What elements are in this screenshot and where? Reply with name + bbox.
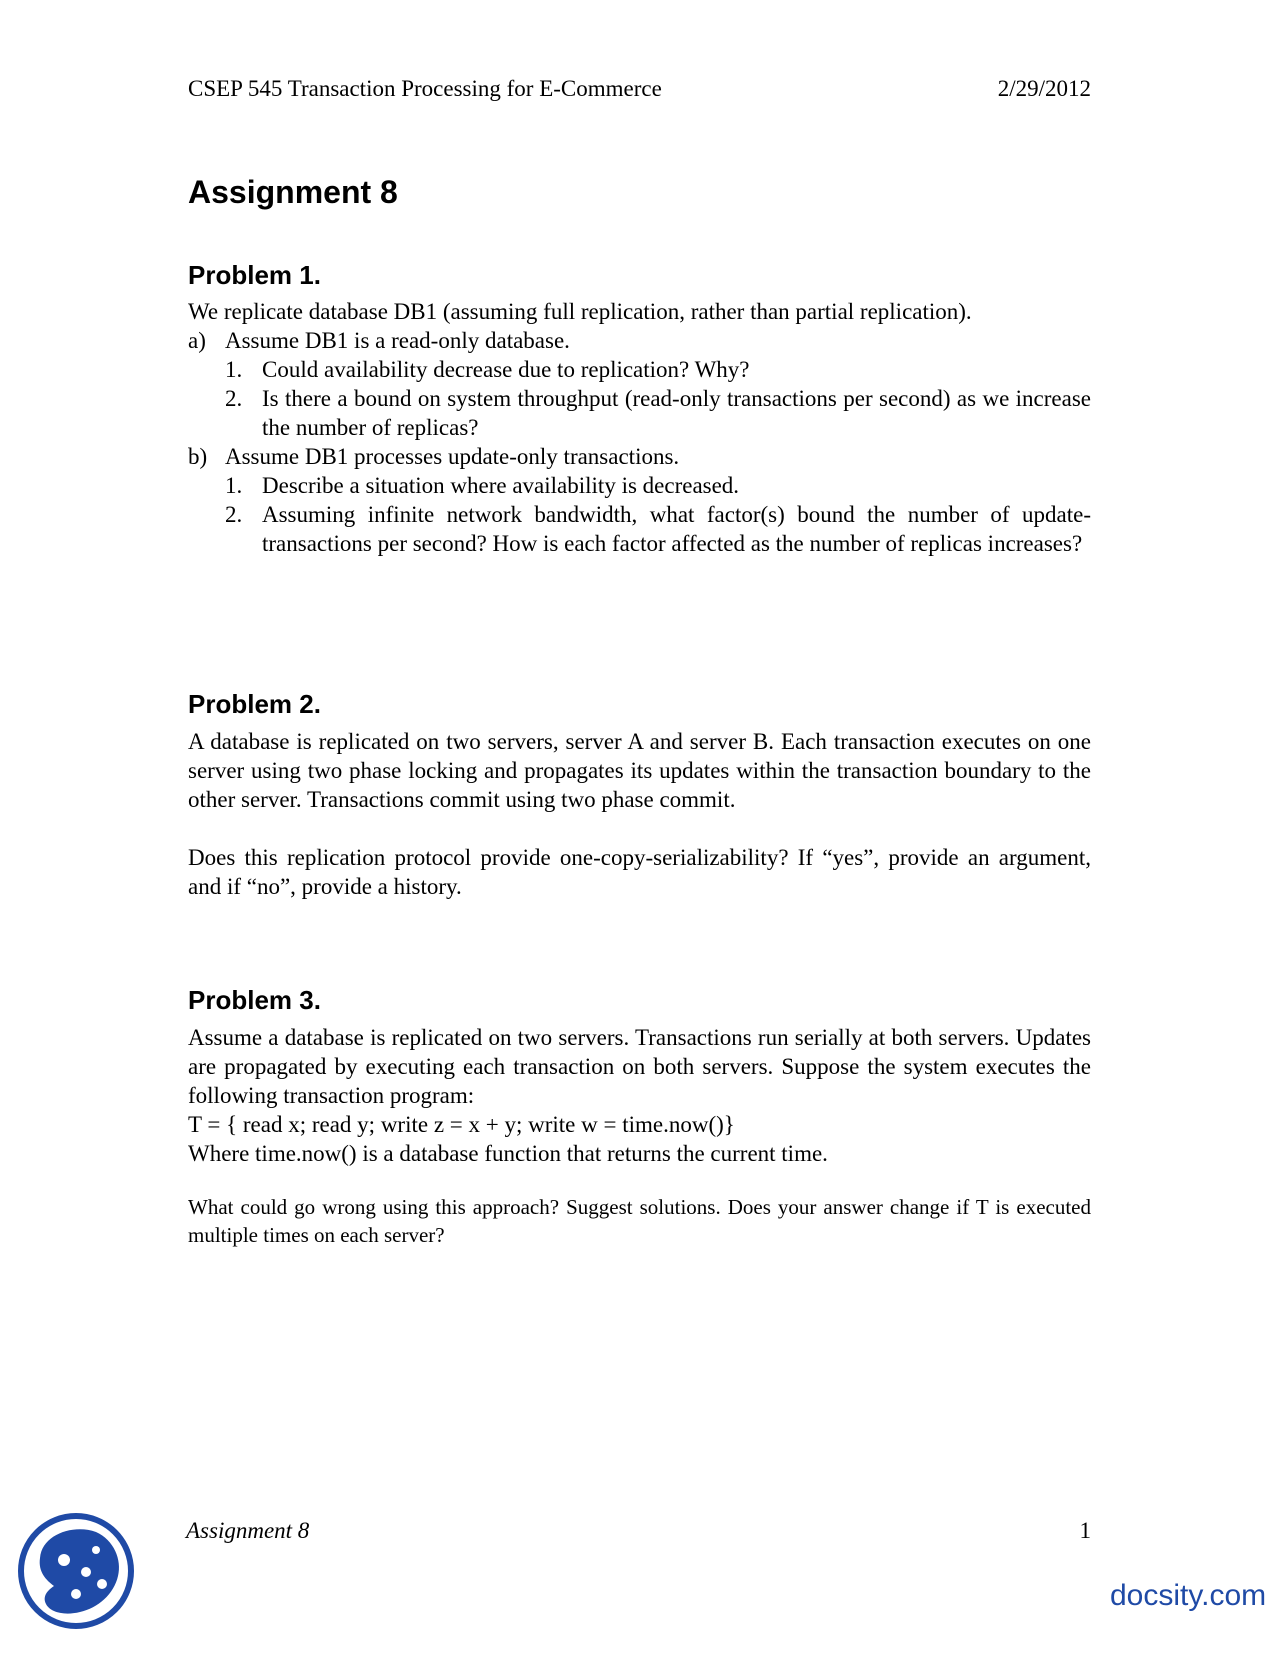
problem-1-heading: Problem 1. bbox=[188, 260, 321, 290]
part-a-item-1-text: Could availability decrease due to replication? Why? bbox=[262, 357, 750, 382]
footer-label: Assignment 8 bbox=[186, 1518, 310, 1543]
part-a-marker: a) bbox=[188, 328, 206, 353]
docsity-brand[interactable]: docsity.com bbox=[1110, 1579, 1267, 1612]
problem-3-heading: Problem 3. bbox=[188, 985, 321, 1015]
part-b-text: Assume DB1 processes update-only transactions. bbox=[225, 444, 680, 469]
course-title: CSEP 545 Transaction Processing for E-Commerce bbox=[188, 76, 662, 101]
problem-1-intro: We replicate database DB1 (assuming full replication, rather than partial replication). bbox=[188, 299, 972, 324]
part-a-item-1-marker: 1. bbox=[225, 357, 243, 382]
part-b-marker: b) bbox=[188, 444, 208, 469]
page-number: 1 bbox=[1079, 1518, 1091, 1543]
part-b-item-2-text: Assuming infinite network bandwidth, what factor(s) bound the number of update-transactions per second? How is each factor affected as the number of replicas increases? bbox=[262, 502, 1091, 556]
problem-3-note: Where time.now() is a database function that returns the current time. bbox=[188, 1141, 828, 1166]
part-b-item-1-text: Describe a situation where availability is decreased. bbox=[262, 473, 740, 498]
part-a-text: Assume DB1 is a read-only database. bbox=[225, 328, 570, 353]
page-title: Assignment 8 bbox=[188, 174, 398, 210]
docsity-logo-icon bbox=[18, 1510, 134, 1632]
problem-3-program: T = { read x; read y; write z = x + y; write w = time.now()} bbox=[188, 1112, 735, 1137]
problem-3-question: What could go wrong using this approach? Suggest solutions. Does your answer change if T is executed multiple times on each server? bbox=[188, 1195, 1091, 1247]
part-a-item-2-text: Is there a bound on system throughput (read-only transactions per second) as we increase the number of replicas? bbox=[262, 386, 1091, 440]
part-a-item-2-marker: 2. bbox=[225, 386, 243, 411]
page-header bbox=[188, 72, 1091, 106]
part-b-item-2-marker: 2. bbox=[225, 502, 243, 527]
problem-2-paragraph-2: Does this replication protocol provide one-copy-serializability? If “yes”, provide an argument, and if “no”, provide a history. bbox=[188, 845, 1091, 899]
problem-2-heading: Problem 2. bbox=[188, 689, 321, 719]
part-b-item-1-marker: 1. bbox=[225, 473, 243, 498]
document-date: 2/29/2012 bbox=[997, 76, 1091, 101]
problem-3-paragraph-1: Assume a database is replicated on two servers. Transactions run serially at both servers. Updates are propagated by executing each transaction on both servers. Suppose the system executes the following transaction program: bbox=[188, 1025, 1091, 1108]
problem-2-paragraph-1: A database is replicated on two servers, server A and server B. Each transaction executes on one server using two phase locking and propagates its updates within the transaction boundary to the other server. Transactions commit using two phase commit. bbox=[188, 729, 1091, 812]
